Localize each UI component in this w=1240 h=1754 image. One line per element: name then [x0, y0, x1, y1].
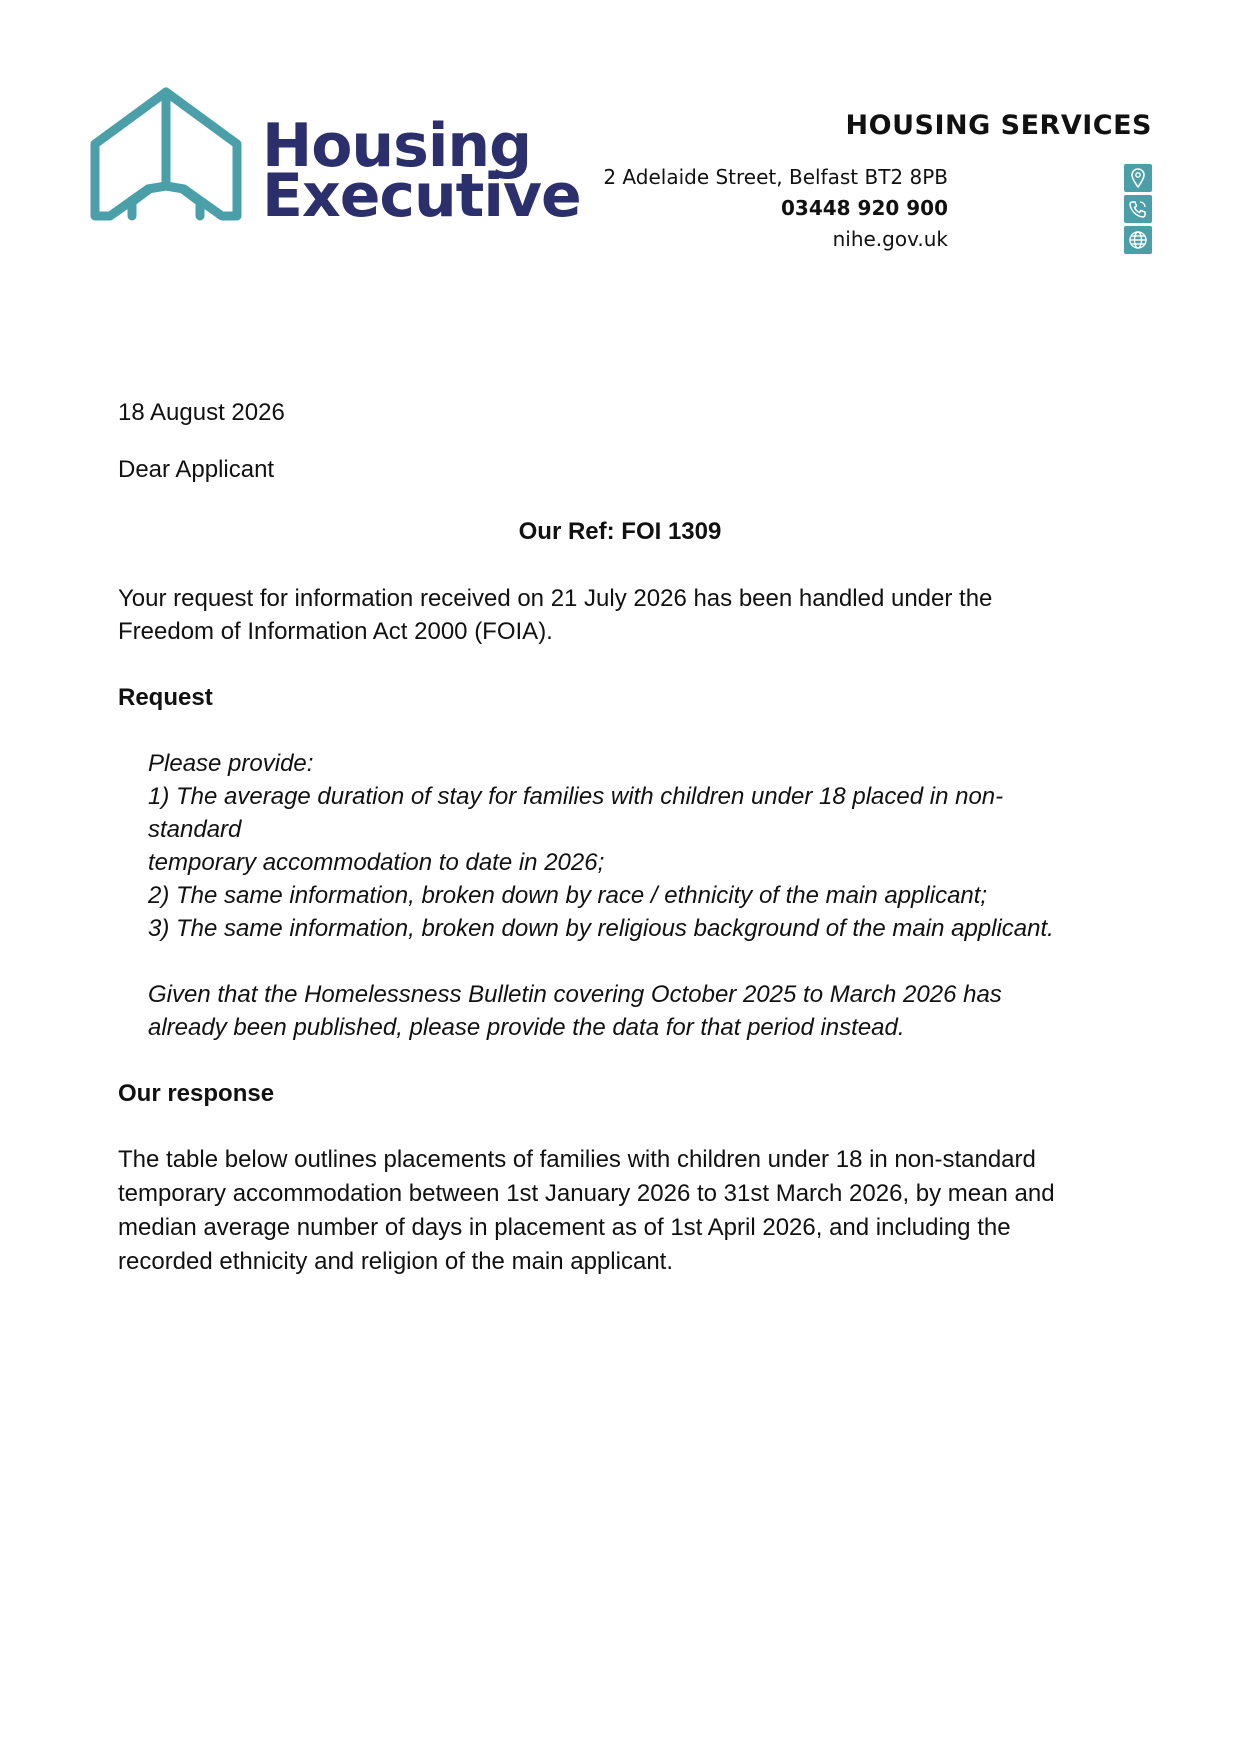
intro-line: Your request for information received on 21 July 2026 has been handled under the: [118, 585, 993, 612]
response-line: The table below outlines placements of families with children under 18 in non-standard: [118, 1146, 1036, 1173]
house-logo-icon: [88, 86, 244, 224]
request-note-line: Given that the Homelessness Bulletin covering October 2025 to March 2026 has: [148, 981, 1002, 1008]
address-text: 2 Adelaide Street, Belfast BT2 8PB: [603, 165, 948, 189]
reference-number: Our Ref: FOI 1309: [518, 518, 722, 545]
website-link[interactable]: nihe.gov.uk: [832, 227, 948, 251]
request-heading: Request: [118, 684, 213, 711]
phone-icon: [1124, 195, 1152, 223]
phone-text[interactable]: 03448 920 900: [780, 196, 948, 220]
location-pin-icon: [1124, 164, 1152, 192]
letter-date: 18 August 2026: [118, 399, 285, 426]
request-line: 2) The same information, broken down by race / ethnicity of the main applicant;: [148, 882, 988, 909]
response-line: median average number of days in placement as of 1st April 2026, and including the: [118, 1214, 1011, 1241]
request-line: standard: [148, 816, 242, 843]
logo-text-housing: Housing: [262, 111, 532, 181]
response-line: temporary accommodation between 1st January 2026 to 31st March 2026, by mean and: [118, 1180, 1055, 1207]
request-line: temporary accommodation to date in 2026;: [148, 849, 605, 876]
salutation: Dear Applicant: [118, 456, 275, 483]
logo-text-executive: Executive: [262, 161, 581, 231]
request-line: Please provide:: [148, 750, 314, 777]
department-title: HOUSING SERVICES: [845, 110, 1152, 141]
intro-line: Freedom of Information Act 2000 (FOIA).: [118, 618, 553, 645]
request-note-line: already been published, please provide the data for that period instead.: [148, 1014, 905, 1041]
response-line: recorded ethnicity and religion of the main applicant.: [118, 1248, 673, 1275]
request-line: 1) The average duration of stay for families with children under 18 placed in non-: [148, 783, 1004, 810]
globe-icon: [1124, 226, 1152, 254]
response-heading: Our response: [118, 1080, 275, 1107]
request-line: 3) The same information, broken down by religious background of the main applicant.: [148, 915, 1054, 942]
